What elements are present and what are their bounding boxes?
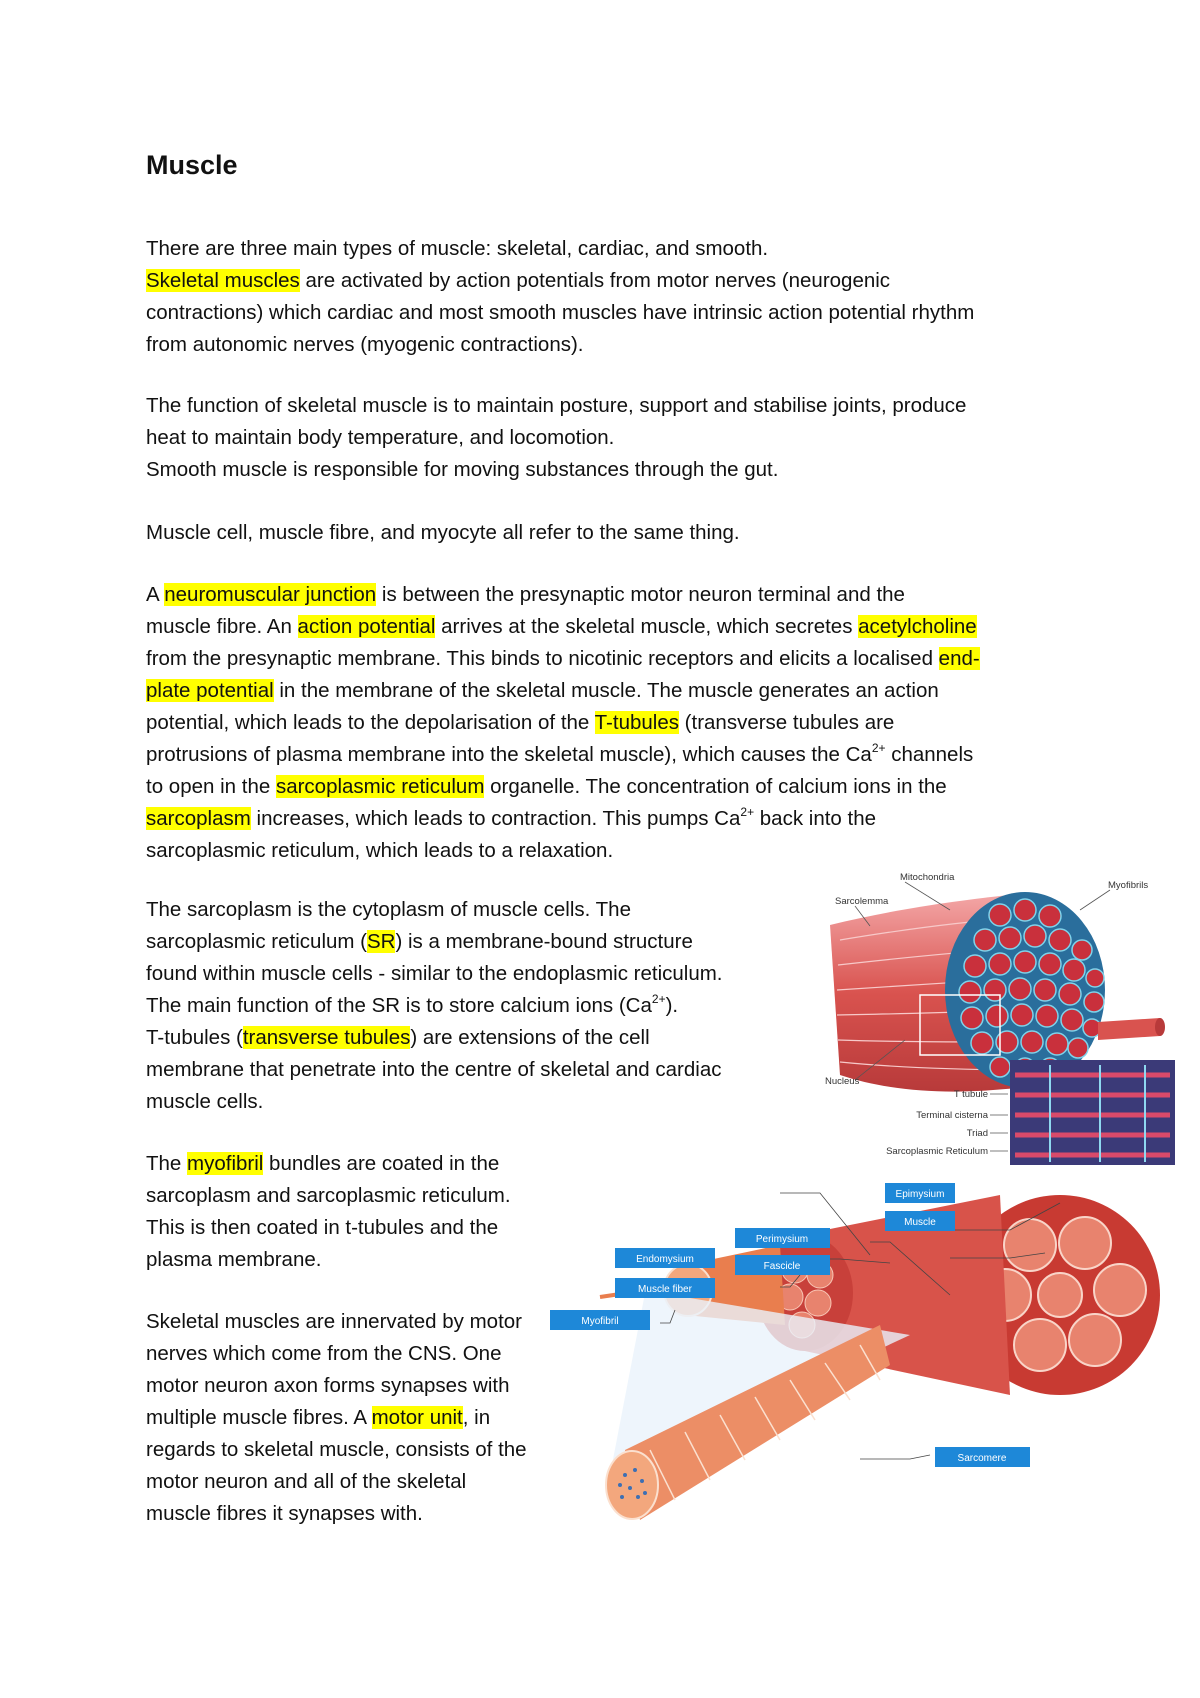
text-run: is between the presynaptic motor neuron terminal and the <box>376 583 905 606</box>
text-line: heat to maintain body temperature, and locomotion. <box>146 426 615 449</box>
protruding-myofibril-end <box>1155 1018 1165 1036</box>
highlight-end-plate-potential-2: plate potential <box>146 679 274 702</box>
label-sarcoplasmic-reticulum: Sarcoplasmic Reticulum <box>886 1146 988 1157</box>
text-line: Muscle cell, muscle fibre, and myocyte all refer to the same thing. <box>146 521 740 544</box>
text-run: channels <box>885 743 974 766</box>
label-fascicle: Fascicle <box>763 1261 801 1272</box>
text-run: sarcoplasmic reticulum, which leads to a relaxation. <box>146 839 614 862</box>
label-muscle: Muscle <box>904 1217 936 1228</box>
highlight-motor-unit: motor unit <box>371 1406 463 1429</box>
text-run: in the membrane of the skeletal muscle. The muscle generates an action <box>273 679 939 702</box>
text-line: The function of skeletal muscle is to maintain posture, support and stabilise joints, produce <box>146 394 967 417</box>
text-run: muscle fibre. An <box>146 615 298 638</box>
text-line: from autonomic nerves (myogenic contractions). <box>146 333 584 356</box>
paragraph-neuromuscular-junction <box>146 579 980 867</box>
text-line: The sarcoplasm is the cytoplasm of muscle cells. The <box>146 898 631 921</box>
label-sarcomere: Sarcomere <box>957 1453 1007 1464</box>
label-muscle-fiber: Muscle fiber <box>638 1284 692 1295</box>
superscript: 2+ <box>740 805 755 819</box>
myofibril-cut-end <box>606 1451 658 1519</box>
text-run: from the presynaptic membrane. This binds to nicotinic receptors and elicits a localised <box>146 647 939 670</box>
highlight-end-plate-potential-1: end- <box>938 647 980 670</box>
label-myofibrils: Myofibrils <box>1108 880 1149 891</box>
label-mitochondria: Mitochondria <box>900 872 955 883</box>
label-t-tubule: T tubule <box>953 1089 988 1100</box>
muscle-fibre-diagram <box>810 870 1180 1170</box>
text-run: sarcoplasmic reticulum ( <box>146 930 367 953</box>
superscript: 2+ <box>651 992 666 1006</box>
highlight-neuromuscular-junction: neuromuscular junction <box>164 583 377 606</box>
text-run: increases, which leads to contraction. This pumps Ca <box>250 807 741 830</box>
text-line: are activated by action potentials from motor nerves (neurogenic <box>299 269 891 292</box>
paragraph-sarcoplasm <box>146 894 723 1118</box>
text-run: ) are extensions of the cell <box>410 1026 650 1049</box>
text-run: back into the <box>754 807 877 830</box>
text-run: A <box>146 583 165 606</box>
text-line: membrane that penetrate into the centre of skeletal and cardiac <box>146 1058 722 1081</box>
text-line: This is then coated in t-tubules and the <box>146 1216 499 1239</box>
text-run: The <box>146 1152 188 1175</box>
text-line: plasma membrane. <box>146 1248 322 1271</box>
text-run: T-tubules ( <box>146 1026 243 1049</box>
text-run: potential, which leads to the depolarisation of the <box>146 711 595 734</box>
highlight-skeletal-muscles: Skeletal muscles <box>146 269 300 292</box>
superscript: 2+ <box>871 741 886 755</box>
text-run: organelle. The concentration of calcium ions in the <box>484 775 947 798</box>
text-run: protrusions of plasma membrane into the skeletal muscle), which causes the Ca <box>146 743 872 766</box>
paragraph-myofibril <box>146 1148 511 1276</box>
text-run: multiple muscle fibres. A <box>146 1406 372 1429</box>
page-title: Muscle <box>146 150 238 180</box>
text-line: sarcoplasm and sarcoplasmic reticulum. <box>146 1184 511 1207</box>
protruding-myofibril <box>1098 1018 1160 1040</box>
paragraph-muscle-cell <box>146 517 740 549</box>
label-triad: Triad <box>966 1128 988 1139</box>
label-nucleus: Nucleus <box>825 1076 860 1087</box>
text-line: There are three main types of muscle: skeletal, cardiac, and smooth. <box>146 237 769 260</box>
text-line: motor neuron axon forms synapses with <box>146 1374 510 1397</box>
highlight-sarcoplasm: sarcoplasm <box>146 807 251 830</box>
text-run: bundles are coated in the <box>263 1152 500 1175</box>
text-run: (transverse tubules are <box>678 711 895 734</box>
text-line: contractions) which cardiac and most smooth muscles have intrinsic action potential rhythm <box>146 301 975 324</box>
highlight-t-tubules: T-tubules <box>594 711 679 734</box>
label-endomysium: Endomysium <box>636 1254 694 1265</box>
paragraph-muscle-types <box>146 233 974 361</box>
highlight-acetylcholine: acetylcholine <box>858 615 977 638</box>
highlight-myofibril: myofibril <box>187 1152 264 1175</box>
text-line: muscle fibres it synapses with. <box>146 1502 423 1525</box>
text-line: Smooth muscle is responsible for moving substances through the gut. <box>146 458 779 481</box>
text-run: arrives at the skeletal muscle, which secretes <box>435 615 859 638</box>
highlight-sr: SR <box>367 930 396 953</box>
label-sarcolemma: Sarcolemma <box>835 896 889 907</box>
text-run: The main function of the SR is to store calcium ions (Ca <box>146 994 652 1017</box>
text-line: motor neuron and all of the skeletal <box>146 1470 467 1493</box>
muscle-structure-diagram <box>581 1175 1180 1565</box>
paragraph-motor-unit <box>146 1306 527 1530</box>
text-run: ). <box>665 994 679 1017</box>
text-line: regards to skeletal muscle, consists of the <box>146 1438 527 1461</box>
highlight-action-potential: action potential <box>297 615 436 638</box>
text-run: to open in the <box>146 775 276 798</box>
text-line: found within muscle cells - similar to the endoplasmic reticulum. <box>146 962 723 985</box>
label-myofibril: Myofibril <box>581 1316 619 1327</box>
label-epimysium: Epimysium <box>895 1189 945 1200</box>
highlight-transverse-tubules: transverse tubules <box>242 1026 411 1049</box>
text-line: muscle cells. <box>146 1090 264 1113</box>
text-run: , in <box>462 1406 491 1429</box>
label-terminal-cisterna: Terminal cisterna <box>916 1110 988 1121</box>
text-line: Skeletal muscles are innervated by motor <box>146 1310 523 1333</box>
text-run: ) is a membrane-bound structure <box>395 930 693 953</box>
highlight-sarcoplasmic-reticulum: sarcoplasmic reticulum <box>275 775 485 798</box>
text-line: nerves which come from the CNS. One <box>146 1342 502 1365</box>
paragraph-function <box>146 390 966 486</box>
label-perimysium: Perimysium <box>755 1234 809 1245</box>
